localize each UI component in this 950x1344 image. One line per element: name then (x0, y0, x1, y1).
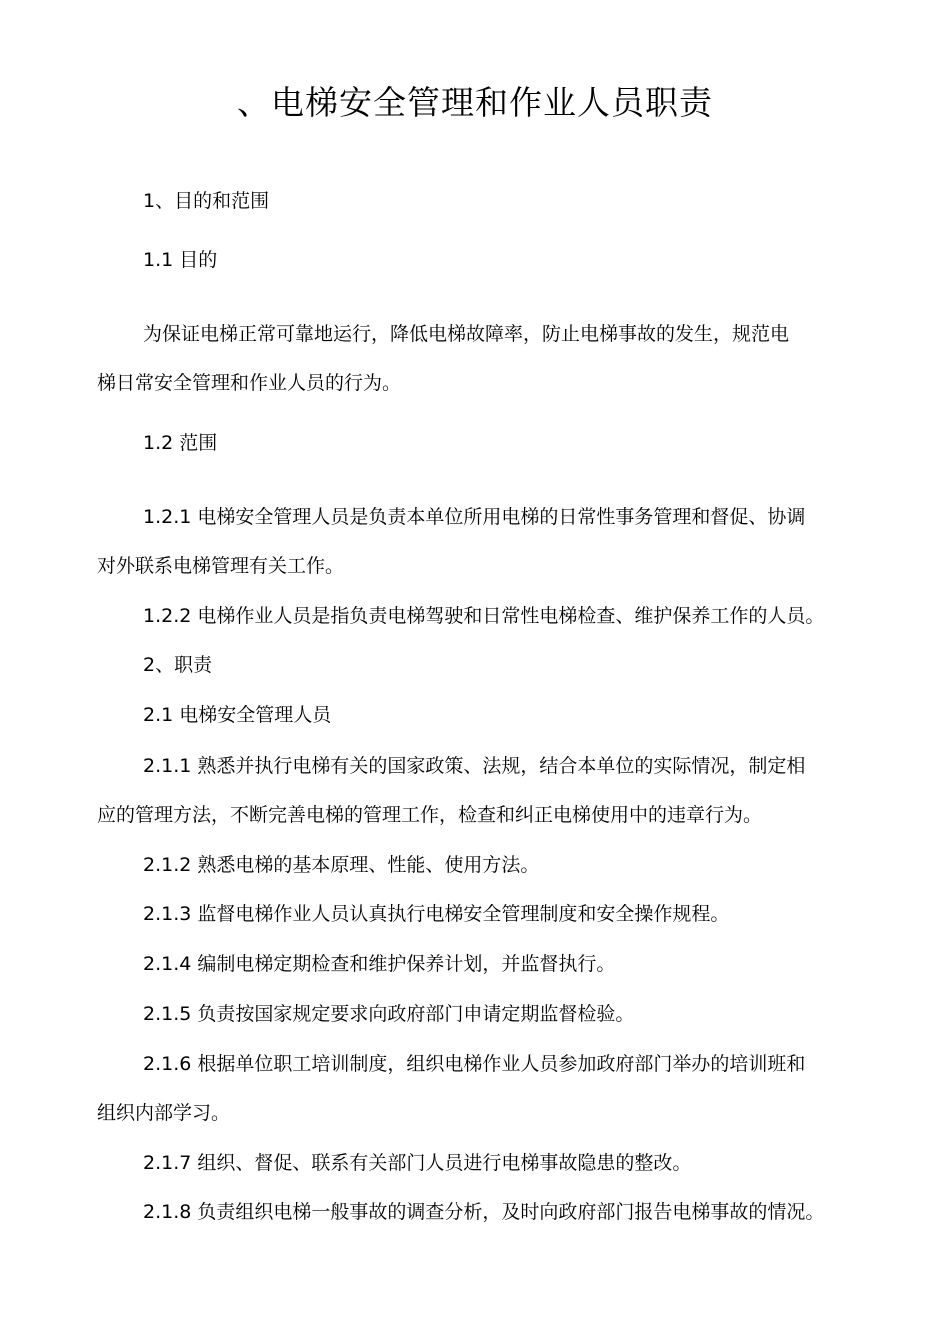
subsection-heading-1-2: 1.2 范围 (143, 432, 218, 454)
paragraph-2-1-8: 2.1.8 负责组织电梯一般事故的调查分析，及时向政府部门报告电梯事故的情况。 (143, 1201, 825, 1223)
document-title: 、电梯安全管理和作业人员职责 (237, 83, 713, 122)
section-heading-2: 2、职责 (143, 654, 213, 676)
paragraph-2-1-3: 2.1.3 监督电梯作业人员认真执行电梯安全管理制度和安全操作规程。 (143, 903, 730, 925)
paragraph-2-1-5: 2.1.5 负责按国家规定要求向政府部门申请定期监督检验。 (143, 1003, 635, 1025)
paragraph-purpose-line-1: 为保证电梯正常可靠地运行，降低电梯故障率，防止电梯事故的发生，规范电 (143, 323, 790, 345)
paragraph-2-1-2: 2.1.2 熟悉电梯的基本原理、性能、使用方法。 (143, 854, 540, 876)
paragraph-2-1-1-line-2: 应的管理方法，不断完善电梯的管理工作，检查和纠正电梯使用中的违章行为。 (97, 804, 763, 826)
paragraph-2-1-6-line-2: 组织内部学习。 (97, 1102, 231, 1124)
paragraph-2-1-7: 2.1.7 组织、督促、联系有关部门人员进行电梯事故隐患的整改。 (143, 1152, 692, 1174)
paragraph-1-2-2: 1.2.2 电梯作业人员是指负责电梯驾驶和日常性电梯检查、维护保养工作的人员。 (143, 605, 825, 627)
paragraph-2-1-1-line-1: 2.1.1 熟悉并执行电梯有关的国家政策、法规，结合本单位的实际情况，制定相 (143, 755, 806, 777)
paragraph-1-2-1-line-1: 1.2.1 电梯安全管理人员是负责本单位所用电梯的日常性事务管理和督促、协调 (143, 506, 806, 528)
subsection-heading-2-1: 2.1 电梯安全管理人员 (143, 704, 332, 726)
subsection-heading-1-1: 1.1 目的 (143, 249, 218, 271)
paragraph-2-1-6-line-1: 2.1.6 根据单位职工培训制度，组织电梯作业人员参加政府部门举办的培训班和 (143, 1053, 806, 1075)
paragraph-purpose-line-2: 梯日常安全管理和作业人员的行为。 (97, 372, 402, 394)
section-heading-1: 1、目的和范围 (143, 190, 270, 212)
paragraph-2-1-4: 2.1.4 编制电梯定期检查和维护保养计划，并监督执行。 (143, 953, 616, 975)
paragraph-1-2-1-line-2: 对外联系电梯管理有关工作。 (97, 555, 345, 577)
